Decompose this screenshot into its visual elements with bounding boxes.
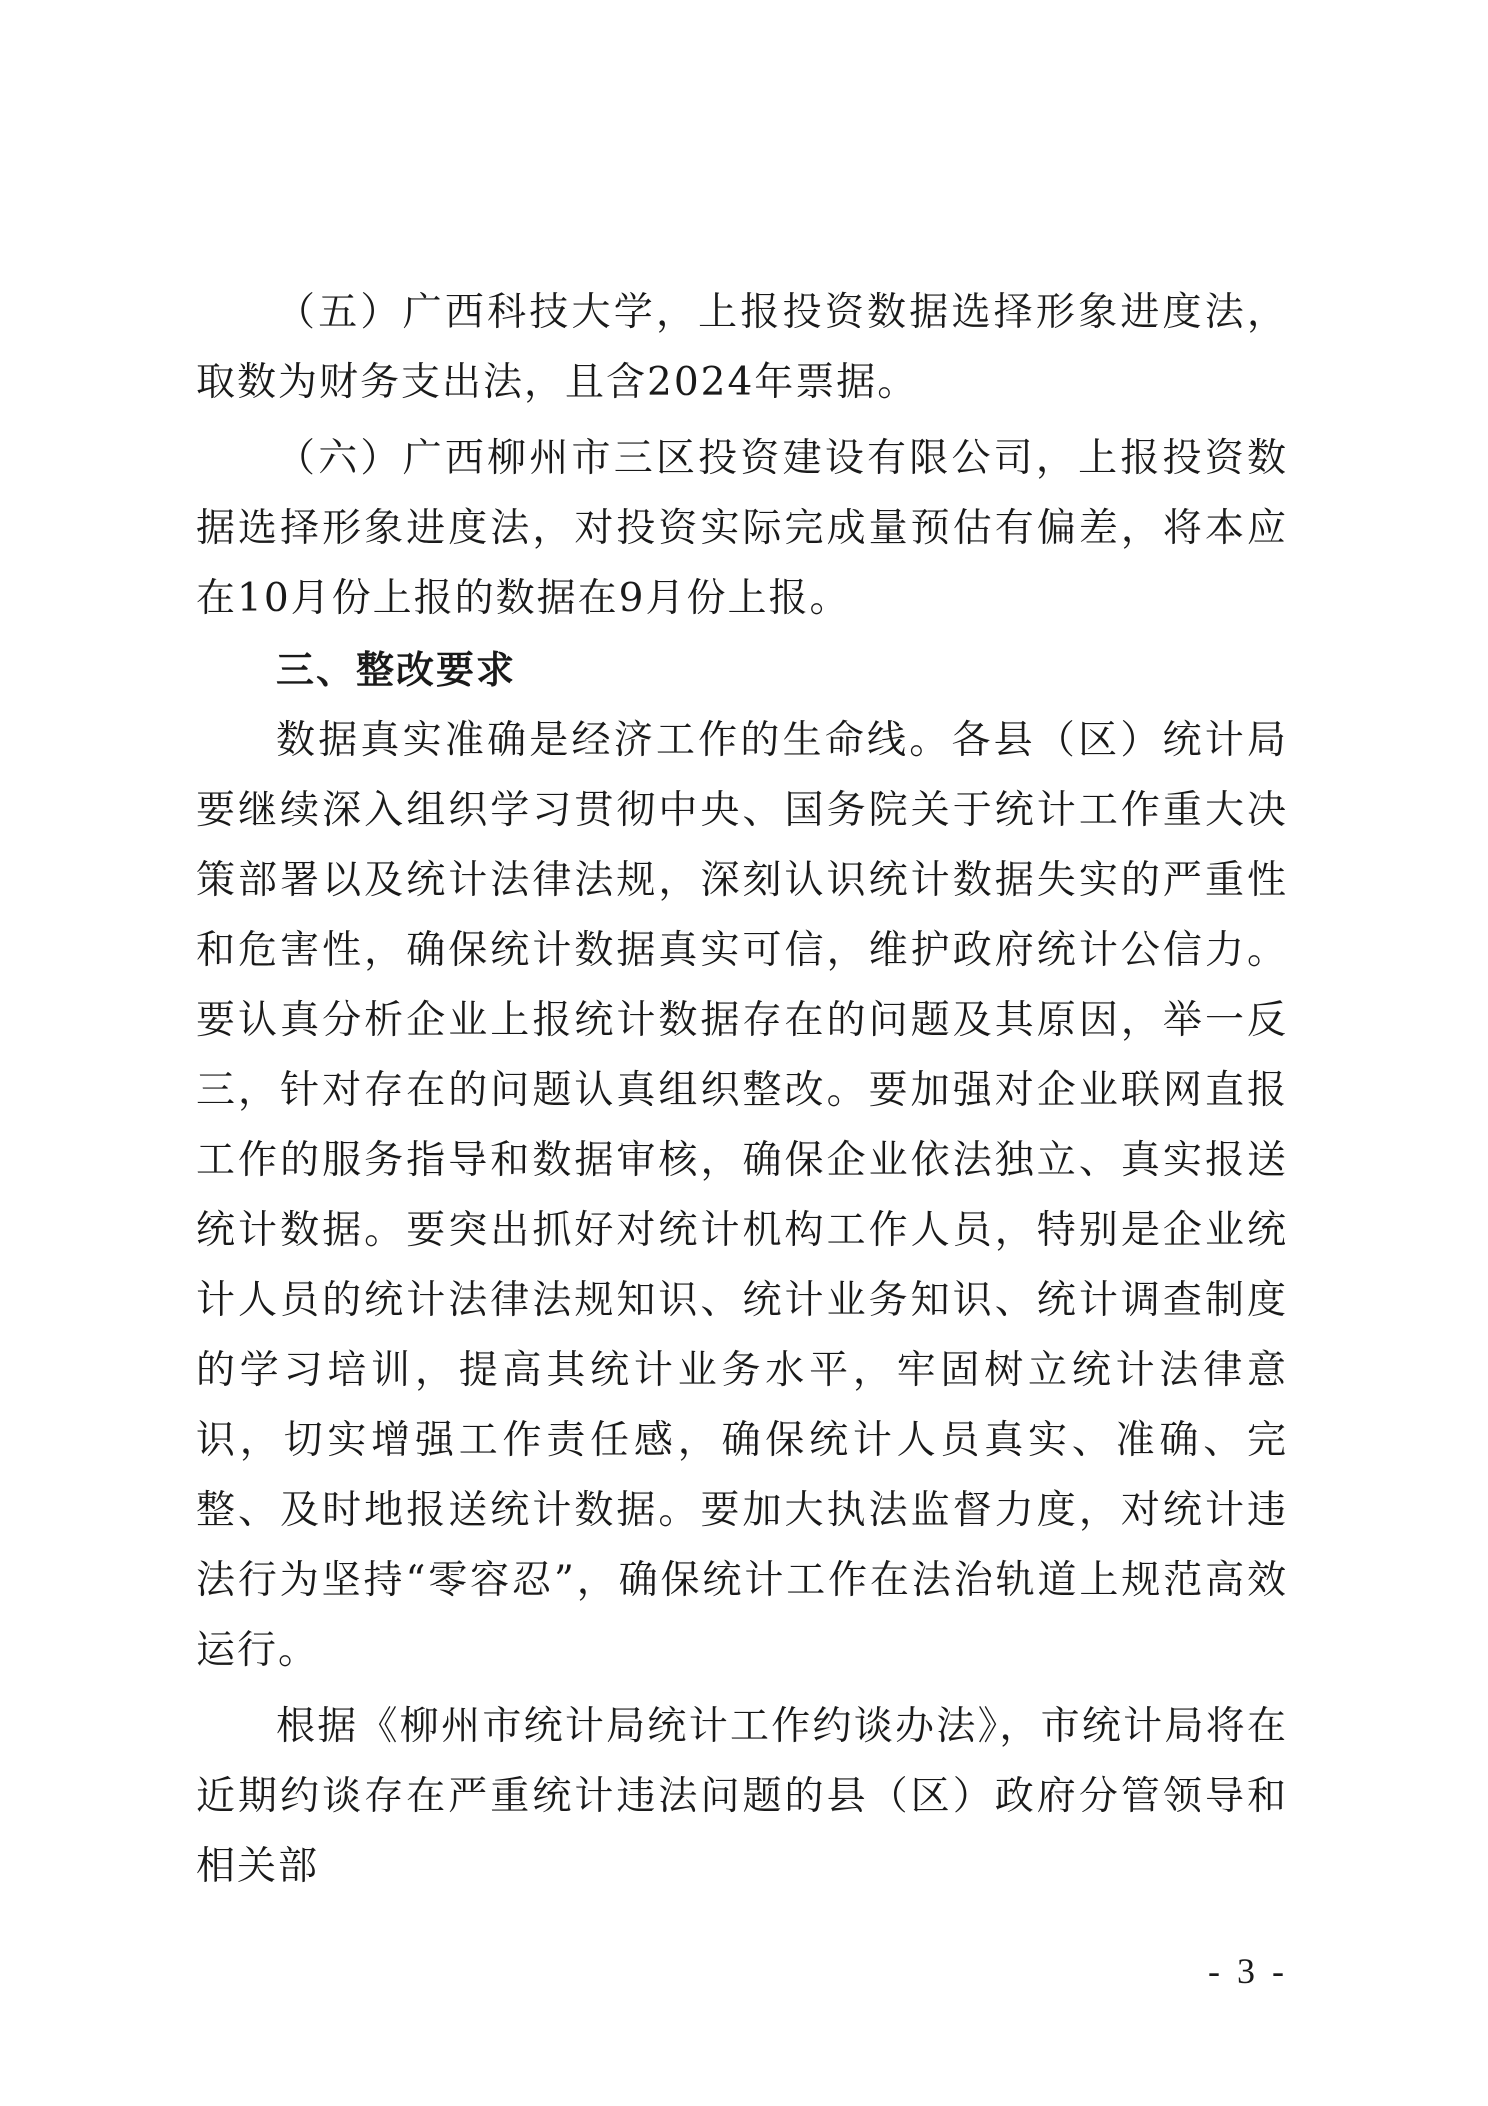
page-number: - 3 - <box>1208 1951 1288 1991</box>
document-body <box>196 278 1288 1902</box>
paragraph-item-6: （六）广西柳州市三区投资建设有限公司，上报投资数据选择形象进度法，对投资实际完成量预估有偏差，将本应在10月份上报的数据在9月份上报。 <box>196 436 1288 621</box>
paragraph-interview-notice: 根据《柳州市统计局统计工作约谈办法》，市统计局将在近期约谈存在严重统计违法问题的县（区）政府分管领导和相关部 <box>196 1704 1288 1889</box>
section-heading-rectification: 三、整改要求 <box>276 648 517 692</box>
paragraph-item-5: （五）广西科技大学，上报投资数据选择形象进度法，取数为财务支出法，且含2024年票据。 <box>196 290 1288 405</box>
paragraph-rectification-requirements: 数据真实准确是经济工作的生命线。各县（区）统计局要继续深入组织学习贯彻中央、国务院关于统计工作重大决策部署以及统计法律法规，深刻认识统计数据失实的严重性和危害性，确保统计数据真实可信，维护政府统计公信力。要认真分析企业上报统计数据存在的问题及其原因，举一反三，针对存在的问题认真组织整改。要加强对企业联网直报工作的服务指导和数据审核，确保企业依法独立、真实报送统计数据。要突出抓好对统计机构工作人员，特别是企业统计人员的统计法律法规知识、统计业务知识、统计调查制度的学习培训，提高其统计业务水平，牢固树立统计法律意识，切实增强工作责任感，确保统计人员真实、准确、完整、及时地报送统计数据。要加大执法监督力度，对统计违法行为坚持“零容忍”，确保统计工作在法治轨道上规范高效运行。 <box>196 718 1288 1673</box>
